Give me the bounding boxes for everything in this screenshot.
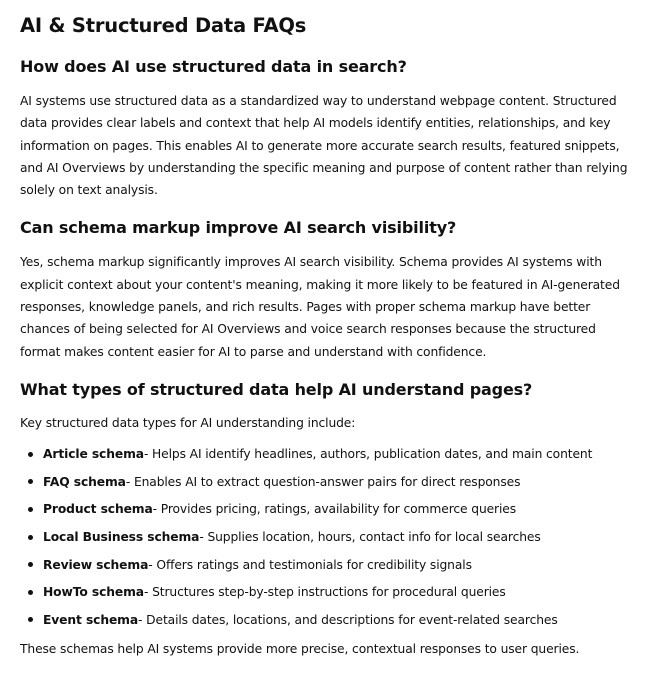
bullet-icon [28,617,33,622]
bullet-icon [28,479,33,484]
list-item [20,611,635,629]
faq-answer-3-intro: Key structured data types for AI understanding include: [20,415,356,430]
list-item-term: HowTo schema [43,585,144,600]
list-item [20,500,635,518]
list-item [20,556,635,574]
faq-question-1: How does AI use structured data in search? [20,57,407,76]
list-item-desc: - Structures step-by-step instructions for procedural queries [143,585,506,600]
list-item [20,473,635,491]
bullet-icon [28,535,33,540]
faq-question-3: What types of structured data help AI understand pages? [20,379,533,399]
page-title: AI & Structured Data FAQs [20,14,307,37]
bullet-icon [28,507,33,512]
list-item [20,445,635,463]
list-item-term: Article schema [43,447,144,462]
faq-question-2: Can schema markup improve AI search visibility? [20,218,457,238]
bullet-icon [28,562,33,567]
list-item [20,583,635,601]
list-item-desc: - Details dates, locations, and descriptions for event-related searches [138,612,558,627]
list-item-term: Review schema [43,557,149,572]
list-item-desc: - Enables AI to extract question-answer pairs for direct responses [125,474,521,489]
schema-types-list [20,445,635,629]
list-item-term: Event schema [43,612,139,627]
faq-answer-1: AI systems use structured data as a standardized way to understand webpage content. Structured data provides clear labels and context that help AI models identify entities, relationships, and key information on pages. This enables AI to generate more accurate search results, featured snippets, and AI Overviews by understanding the specific meaning and purpose of content rather than relying solely on text analysis. [20,94,628,198]
list-item-term: Product schema [43,502,153,517]
list-item-desc: - Supplies location, hours, contact info for local searches [199,530,541,545]
list-item-desc: - Offers ratings and testimonials for credibility signals [148,557,472,572]
faq-answer-3-closing: These schemas help AI systems provide more precise, contextual responses to user queries. [20,642,580,657]
bullet-icon [28,590,33,595]
list-item [20,528,635,546]
list-item-term: Local Business schema [43,530,200,545]
list-item-term: FAQ schema [43,474,126,489]
list-item-desc: - Provides pricing, ratings, availability for commerce queries [152,502,517,517]
list-item-desc: - Helps AI identify headlines, authors, publication dates, and main content [143,447,593,462]
faq-answer-2: Yes, schema markup significantly improves AI search visibility. Schema provides AI systems with explicit context about your content's meaning, making it more likely to be featured in AI-generated responses, knowledge panels, and rich results. Pages with proper schema markup have better chances of being selected for AI Overviews and voice search responses because the structured format makes content easier for AI to parse and understand with confidence. [20,255,620,359]
bullet-icon [28,452,33,457]
